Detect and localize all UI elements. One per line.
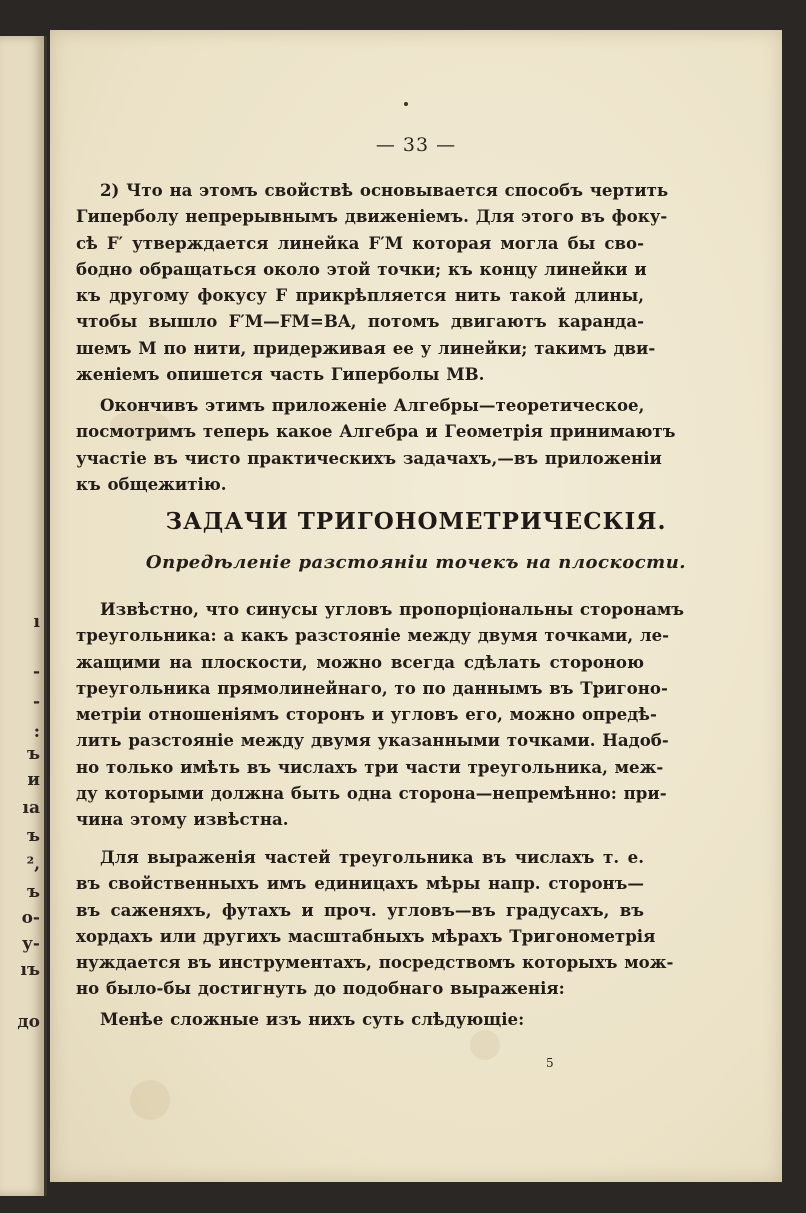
page-number: — 33 —	[375, 134, 457, 156]
signature-mark: 5	[546, 1056, 554, 1070]
text-line: бодно обращаться около этой точки; къ концу линейки и	[76, 258, 647, 279]
text-line: но было-бы достигнуть до подобнаго выраженiя:	[76, 978, 565, 999]
margin-fragment: ıъ	[20, 960, 40, 980]
text-line: въ саженяхъ, футахъ и проч. угловъ—въ градусахъ, въ	[76, 899, 644, 920]
section-subheading: Опредѣленiе разстоянiи точекъ на плоскости.	[145, 552, 687, 573]
text-line: нуждается въ инструментахъ, посредствомъ которыхъ мож-	[76, 952, 674, 973]
text-line: хордахъ или другихъ масштабныхъ мѣрахъ Тригонометрiя	[76, 925, 656, 946]
text-line: посмотримъ теперь какое Алгебра и Геометрiя принимаютъ	[76, 421, 676, 442]
margin-fragment: о-	[21, 908, 40, 928]
book-page	[50, 30, 782, 1182]
paragraph-instruments	[76, 844, 674, 1002]
margin-fragment: до	[17, 1012, 40, 1032]
margin-fragment: -	[32, 662, 40, 682]
text-line: чтобы вышло F′M—FM=BA, потомъ двигаютъ каранда-	[76, 311, 644, 332]
paragraph-list-intro	[76, 1006, 644, 1032]
ink-speck	[404, 102, 408, 106]
text-line: Для выраженiя частей треугольника въ числахъ т. е.	[100, 847, 644, 867]
text-line: чина этому извѣстна.	[76, 809, 289, 830]
text-line: къ общежитiю.	[76, 473, 227, 494]
text-line: Окончивъ этимъ приложенiе Алгебры—теоретическое,	[100, 395, 645, 415]
margin-fragment: ıа	[22, 798, 40, 818]
margin-fragment: -	[32, 692, 40, 712]
paragraph-sines	[76, 596, 685, 833]
text-line: участiе въ чисто практическихъ задачахъ,—въ приложенiи	[76, 447, 662, 468]
paragraph-transition	[76, 392, 676, 497]
text-line: сѣ F′ утверждается линейка F′M которая могла бы сво-	[76, 232, 644, 253]
margin-fragment: ъ	[26, 744, 40, 764]
paper-stain	[130, 1080, 170, 1120]
section-heading: ЗАДАЧИ ТРИГОНОМЕТРИЧЕСКIЯ.	[165, 508, 667, 535]
facing-page-edge	[0, 36, 47, 1196]
text-line: шемъ M по нити, придерживая ее у линейки; такимъ дви-	[76, 337, 656, 358]
text-line: 2) Что на этомъ свойствѣ основывается способъ чертить	[100, 180, 669, 200]
text-line: треугольника прямолинейнаго, то по даннымъ въ Тригоно-	[76, 677, 668, 698]
text-line: женiемъ опишется часть Гиперболы MB.	[76, 364, 485, 385]
margin-fragment: :	[33, 722, 40, 742]
text-line: ду которыми должна быть одна сторона—непремѣнно: при-	[76, 783, 667, 804]
text-line: метрiи отношенiямъ сторонъ и угловъ его, можно опредѣ-	[76, 704, 657, 725]
margin-fragment: ²,	[26, 854, 40, 874]
paper-stain	[470, 1030, 500, 1060]
text-line: Менѣе сложные изъ нихъ суть слѣдующiе:	[100, 1009, 525, 1029]
text-line: въ свойственныхъ имъ единицахъ мѣры напр. сторонъ—	[76, 873, 644, 894]
margin-fragment: и	[27, 770, 40, 790]
text-line: Гиперболу непрерывнымъ движенiемъ. Для этого въ фоку-	[76, 206, 668, 227]
text-line: лить разстоянiе между двумя указанными точками. Надоб-	[76, 730, 669, 751]
margin-fragment: ı	[33, 612, 40, 632]
paragraph-hyperbola	[76, 177, 669, 387]
margin-fragment: ъ	[26, 882, 40, 902]
margin-fragment: у-	[22, 934, 40, 954]
text-line: но только имѣть въ числахъ три части треугольника, меж-	[76, 756, 664, 777]
text-line: жащими на плоскости, можно всегда сдѣлать стороною	[76, 651, 644, 672]
text-line: Извѣстно, что синусы угловъ пропорцiональны сторонамъ	[100, 599, 685, 619]
margin-fragment: ъ	[26, 826, 40, 846]
text-line: къ другому фокусу F прикрѣпляется нить такой длины,	[76, 285, 644, 306]
text-line: треугольника: а какъ разстоянiе между двумя точками, ле-	[76, 625, 670, 646]
